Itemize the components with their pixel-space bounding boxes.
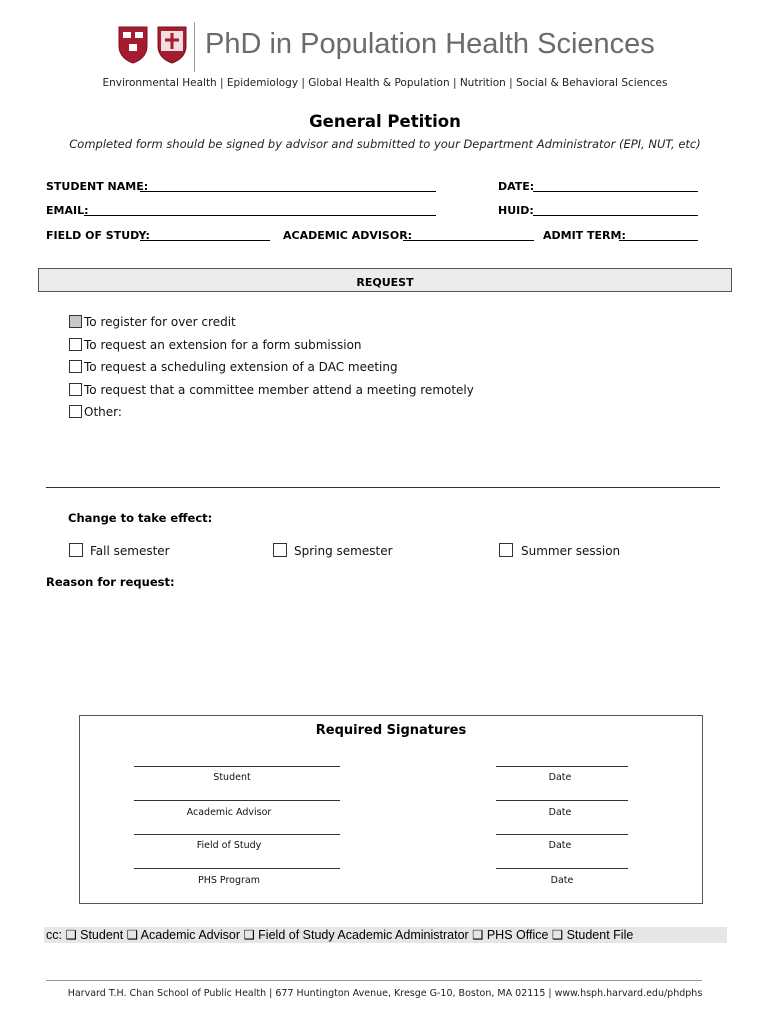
logo-divider xyxy=(194,22,195,72)
advisor-signature-caption: Academic Advisor xyxy=(186,807,272,818)
academic-advisor-label: ACADEMIC ADVISOR: xyxy=(283,229,413,242)
cc-list: cc: ❑ Student ❑ Academic Advisor ❑ Field of Study Academic Administrator ❑ PHS Office ❑ Student File xyxy=(46,928,634,942)
remote-member-checkbox[interactable] xyxy=(69,383,82,396)
signatures-title: Required Signatures xyxy=(315,723,467,738)
huid-label: HUID: xyxy=(498,204,534,217)
request-option-remote-member: To request that a committee member attend a meeting remotely xyxy=(84,383,474,397)
student-date-line[interactable] xyxy=(496,766,628,767)
summer-session-label: Summer session xyxy=(521,544,621,558)
request-header: REQUEST xyxy=(356,276,414,289)
phs-program-signature-line[interactable] xyxy=(134,868,340,869)
field-of-study-signature-line[interactable] xyxy=(134,834,340,835)
request-option-form-extension: To request an extension for a form submission xyxy=(84,338,362,352)
phs-program-date-line[interactable] xyxy=(496,868,628,869)
other-checkbox[interactable] xyxy=(69,405,82,418)
student-name-field[interactable] xyxy=(140,191,436,192)
admit-term-field[interactable] xyxy=(619,240,698,241)
field-of-study-label: FIELD OF STUDY: xyxy=(46,229,150,242)
field-of-study-date-caption: Date xyxy=(548,840,572,851)
student-signature-caption: Student xyxy=(213,772,251,783)
admit-term-label: ADMIT TERM: xyxy=(543,229,626,242)
reason-label: Reason for request: xyxy=(46,575,175,589)
email-label: EMAIL: xyxy=(46,204,89,217)
advisor-date-caption: Date xyxy=(548,807,572,818)
dac-extension-checkbox[interactable] xyxy=(69,360,82,373)
form-title: General Petition xyxy=(309,112,461,131)
footer-address: Harvard T.H. Chan School of Public Health | 677 Huntington Avenue, Kresge G-10, Boston, MA 02115 | www.hsph.harvard.edu/phdphs xyxy=(67,988,703,999)
request-option-dac-extension: To request a scheduling extension of a DAC meeting xyxy=(84,360,398,374)
field-of-study-field[interactable] xyxy=(140,240,270,241)
footer-divider xyxy=(46,980,702,981)
request-option-over-credit: To register for over credit xyxy=(84,315,236,329)
spring-semester-label: Spring semester xyxy=(294,544,393,558)
phs-program-date-caption: Date xyxy=(550,875,574,886)
form-extension-checkbox[interactable] xyxy=(69,338,82,351)
advisor-signature-line[interactable] xyxy=(134,800,340,801)
school-shield-logo xyxy=(157,26,187,64)
form-instruction: Completed form should be signed by advisor and submitted to your Department Administrator (EPI, NUT, etc) xyxy=(69,137,701,151)
spring-semester-checkbox[interactable] xyxy=(273,543,287,557)
program-title: PhD in Population Health Sciences xyxy=(205,28,655,60)
fall-semester-checkbox[interactable] xyxy=(69,543,83,557)
academic-advisor-field[interactable] xyxy=(403,240,534,241)
fall-semester-label: Fall semester xyxy=(90,544,170,558)
harvard-shield-logo xyxy=(118,26,148,64)
student-date-caption: Date xyxy=(548,772,572,783)
summer-session-checkbox[interactable] xyxy=(499,543,513,557)
email-field[interactable] xyxy=(84,215,436,216)
departments-list: Environmental Health | Epidemiology | Global Health & Population | Nutrition | Social & Behavioral Sciences xyxy=(102,77,668,89)
student-name-label: STUDENT NAME: xyxy=(46,180,149,193)
effect-label: Change to take effect: xyxy=(68,511,213,525)
field-of-study-signature-caption: Field of Study xyxy=(196,840,262,851)
field-of-study-date-line[interactable] xyxy=(496,834,628,835)
date-field[interactable] xyxy=(533,191,698,192)
phs-program-signature-caption: PHS Program xyxy=(197,875,260,886)
over-credit-checkbox[interactable] xyxy=(69,315,82,328)
student-signature-line[interactable] xyxy=(134,766,340,767)
advisor-date-line[interactable] xyxy=(496,800,628,801)
section-divider xyxy=(46,487,720,488)
request-option-other: Other: xyxy=(84,405,122,419)
date-label: DATE: xyxy=(498,180,535,193)
huid-field[interactable] xyxy=(533,215,698,216)
